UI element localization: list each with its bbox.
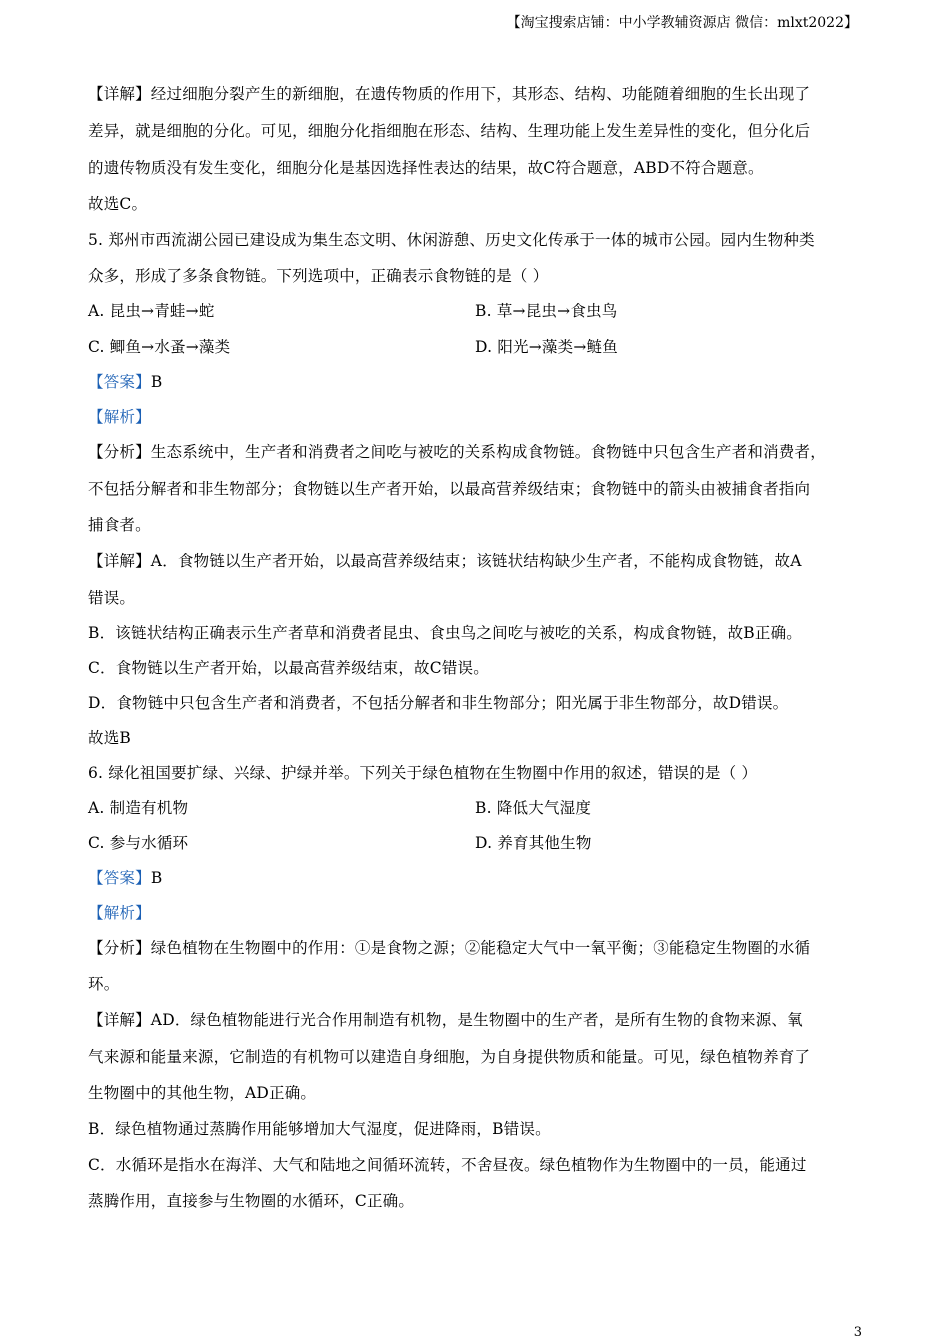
q6-option-c: C. 参与水循环 [88,834,189,852]
q6-analysis-label: 【解析】 [88,904,151,922]
page-number: 3 [853,1325,862,1340]
q6-stem: 6. 绿化祖国要扩绿、兴绿、护绿并举。下列关于绿色植物在生物圈中作用的叙述，错误的是（ ） [88,764,758,782]
page-header: 【淘宝搜索店铺：中小学教辅资源店 微信：mlxt2022】 [506,15,858,31]
q6-analysis-line-2: 环。 [88,975,120,993]
q5-answer [88,370,162,392]
q5-conclusion: 故选B [88,729,131,747]
q6-answer-label: 【答案】 [88,869,151,887]
q6-detail-line-4: B．绿色植物通过蒸腾作用能够增加大气湿度，促进降雨，B错误。 [88,1120,551,1138]
q5-option-b: B. 草→昆虫→食虫鸟 [475,302,618,320]
q4-detail-line-1: 【详解】经过细胞分裂产生的新细胞，在遗传物质的作用下，其形态、结构、功能随着细胞的生长出现了 [88,85,811,103]
q5-analysis-line-2: 不包括分解者和非生物部分；食物链以生产者开始，以最高营养级结束；食物链中的箭头由被捕食者指向 [88,480,811,498]
q4-detail-line-3: 的遗传物质没有发生变化，细胞分化是基因选择性表达的结果，故C符合题意，ABD不符合题意。 [88,159,764,177]
q6-detail-line-6: 蒸腾作用，直接参与生物圈的水循环，C正确。 [88,1192,415,1210]
q5-answer-label: 【答案】 [88,373,151,391]
q5-stem-line-2: 众多，形成了多条食物链。下列选项中，正确表示食物链的是（ ） [88,267,549,285]
q5-option-a: A. 昆虫→青蛙→蛇 [88,302,215,320]
q5-analysis-label: 【解析】 [88,408,151,426]
q6-detail-line-5: C．水循环是指水在海洋、大气和陆地之间循环流转，不舍昼夜。绿色植物作为生物圈中的一员，能通过 [88,1156,807,1174]
q6-analysis-line-1: 【分析】绿色植物在生物圈中的作用：①是食物之源；②能稳定大气中一氧平衡；③能稳定生物圈的水循 [88,939,811,957]
q5-answer-value: B [150,373,163,391]
q5-detail-line-3: B．该链状结构正确表示生产者草和消费者昆虫、食虫鸟之间吃与被吃的关系，构成食物链，故B正确。 [88,624,802,642]
q5-option-d: D. 阳光→藻类→鲢鱼 [475,338,618,356]
q6-option-d: D. 养育其他生物 [475,834,592,852]
q5-detail-line-2: 错误。 [88,589,136,607]
q5-detail-line-1: 【详解】A．食物链以生产者开始，以最高营养级结束；该链状结构缺少生产者，不能构成食物链，故A [88,552,802,570]
q6-option-a: A. 制造有机物 [88,799,189,817]
q4-conclusion: 故选C。 [88,195,148,213]
q6-answer [88,866,162,888]
q5-stem-line-1: 5. 郑州市西流湖公园已建设成为集生态文明、休闲游憩、历史文化传承于一体的城市公园。园内生物种类 [88,231,815,249]
q5-analysis-line-3: 捕食者。 [88,516,151,534]
q6-answer-value: B [150,869,163,887]
q5-option-c: C. 鲫鱼→水蚤→藻类 [88,338,231,356]
q5-detail-line-5: D．食物链中只包含生产者和消费者，不包括分解者和非生物部分；阳光属于非生物部分，故D错误。 [88,694,789,712]
q5-detail-line-4: C．食物链以生产者开始，以最高营养级结束，故C错误。 [88,659,489,677]
q4-detail-line-2: 差异，就是细胞的分化。可见，细胞分化指细胞在形态、结构、生理功能上发生差异性的变化，但分化后 [88,122,811,140]
q6-option-b: B. 降低大气湿度 [475,799,592,817]
q6-detail-line-3: 生物圈中的其他生物，AD正确。 [88,1084,317,1102]
q6-detail-line-2: 气来源和能量来源，它制造的有机物可以建造自身细胞，为自身提供物质和能量。可见，绿色植物养育了 [88,1048,811,1066]
q5-analysis-line-1: 【分析】生态系统中，生产者和消费者之间吃与被吃的关系构成食物链。食物链中只包含生产者和消费者， [88,443,826,461]
q6-detail-line-1: 【详解】AD．绿色植物能进行光合作用制造有机物，是生物圈中的生产者，是所有生物的食物来源、氧 [88,1011,803,1029]
